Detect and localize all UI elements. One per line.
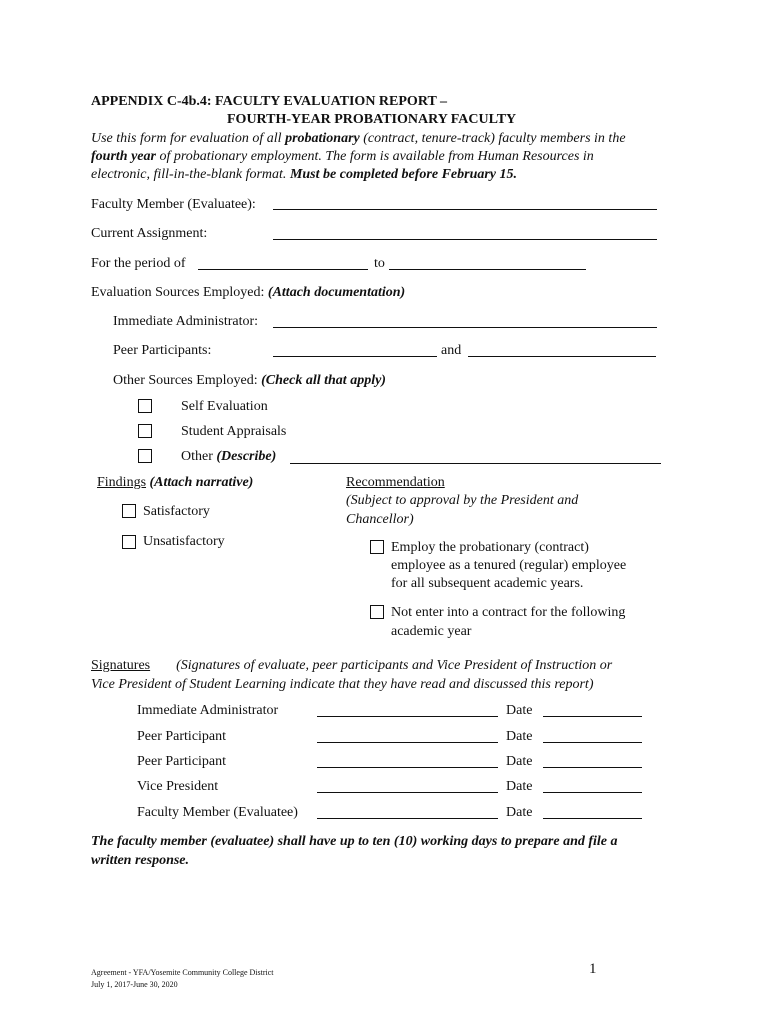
signatures-heading: Signatures (Signatures of evaluate, peer participants and Vice President of Instruction or [91, 658, 613, 673]
self-evaluation-label: Self Evaluation [181, 399, 268, 414]
intro-line-1: Use this form for evaluation of all probationary (contract, tenure-track) faculty members in the [91, 131, 626, 146]
peer-participant-field-1[interactable] [273, 356, 437, 357]
closing-line-1: The faculty member (evaluatee) shall have up to ten (10) working days to prepare and file a [91, 834, 618, 849]
immediate-admin-label: Immediate Administrator: [113, 314, 259, 329]
findings-heading: Findings (Attach narrative) [97, 475, 254, 490]
date-field[interactable] [543, 792, 642, 793]
date-label: Date [506, 779, 533, 794]
current-assignment-field[interactable] [273, 239, 657, 240]
title-line-2: FOURTH-YEAR PROBATIONARY FACULTY [227, 112, 517, 127]
sig-row-label: Vice President [137, 779, 219, 794]
date-field[interactable] [543, 767, 642, 768]
sig-row-label: Immediate Administrator [137, 703, 279, 718]
intro-line-2: fourth year of probationary employment. The form is available from Human Resources in [91, 149, 594, 164]
unsatisfactory-label: Unsatisfactory [143, 534, 225, 549]
student-appraisals-checkbox[interactable] [138, 424, 152, 438]
peer-participants-label: Peer Participants: [113, 343, 212, 358]
period-start-field[interactable] [198, 269, 368, 270]
employ-line-2: employee as a tenured (regular) employee [391, 558, 627, 573]
date-label: Date [506, 729, 533, 744]
signature-field[interactable] [317, 792, 498, 793]
period-to-label: to [374, 256, 385, 271]
faculty-member-label: Faculty Member (Evaluatee): [91, 197, 256, 212]
immediate-admin-field[interactable] [273, 327, 657, 328]
sig-row-label: Faculty Member (Evaluatee) [137, 805, 298, 820]
peer-participant-field-2[interactable] [468, 356, 656, 357]
signature-field[interactable] [317, 767, 498, 768]
signature-field[interactable] [317, 742, 498, 743]
title-line-1: APPENDIX C-4b.4: FACULTY EVALUATION REPORT – [91, 94, 448, 109]
satisfactory-checkbox[interactable] [122, 504, 136, 518]
eval-sources-heading: Evaluation Sources Employed: (Attach documentation) [91, 285, 406, 300]
current-assignment-label: Current Assignment: [91, 226, 208, 241]
date-field[interactable] [543, 742, 642, 743]
date-label: Date [506, 805, 533, 820]
footer-dates: July 1, 2017-June 30, 2020 [91, 980, 178, 989]
date-label: Date [506, 754, 533, 769]
other-describe-field[interactable] [290, 463, 661, 464]
footer-agreement: Agreement - YFA/Yosemite Community College District [91, 968, 274, 977]
other-label: Other (Describe) [181, 449, 277, 464]
self-evaluation-checkbox[interactable] [138, 399, 152, 413]
peer-and-label: and [441, 343, 462, 358]
period-end-field[interactable] [389, 269, 586, 270]
closing-line-2: written response. [91, 853, 190, 868]
period-label: For the period of [91, 256, 186, 271]
not-enter-line-2: academic year [391, 624, 472, 639]
recommendation-subject-1: (Subject to approval by the President and [346, 493, 579, 508]
recommendation-heading: Recommendation [346, 475, 445, 490]
date-field[interactable] [543, 716, 642, 717]
satisfactory-label: Satisfactory [143, 504, 210, 519]
sig-row-label: Peer Participant [137, 754, 227, 769]
page-number: 1 [589, 961, 597, 977]
sig-row-label: Peer Participant [137, 729, 227, 744]
student-appraisals-label: Student Appraisals [181, 424, 287, 439]
other-checkbox[interactable] [138, 449, 152, 463]
not-enter-line-1: Not enter into a contract for the following [391, 605, 626, 620]
intro-line-3: electronic, fill-in-the-blank format. Must be completed before February 15. [91, 167, 518, 182]
signature-field[interactable] [317, 818, 498, 819]
signatures-note-2: Vice President of Student Learning indicate that they have read and discussed this report) [91, 677, 594, 692]
unsatisfactory-checkbox[interactable] [122, 535, 136, 549]
other-sources-heading: Other Sources Employed: (Check all that apply) [113, 373, 386, 388]
date-field[interactable] [543, 818, 642, 819]
date-label: Date [506, 703, 533, 718]
employ-checkbox[interactable] [370, 540, 384, 554]
signature-field[interactable] [317, 716, 498, 717]
not-enter-checkbox[interactable] [370, 605, 384, 619]
employ-line-1: Employ the probationary (contract) [391, 540, 589, 555]
employ-line-3: for all subsequent academic years. [391, 576, 584, 591]
faculty-member-field[interactable] [273, 209, 657, 210]
recommendation-subject-2: Chancellor) [346, 512, 414, 527]
